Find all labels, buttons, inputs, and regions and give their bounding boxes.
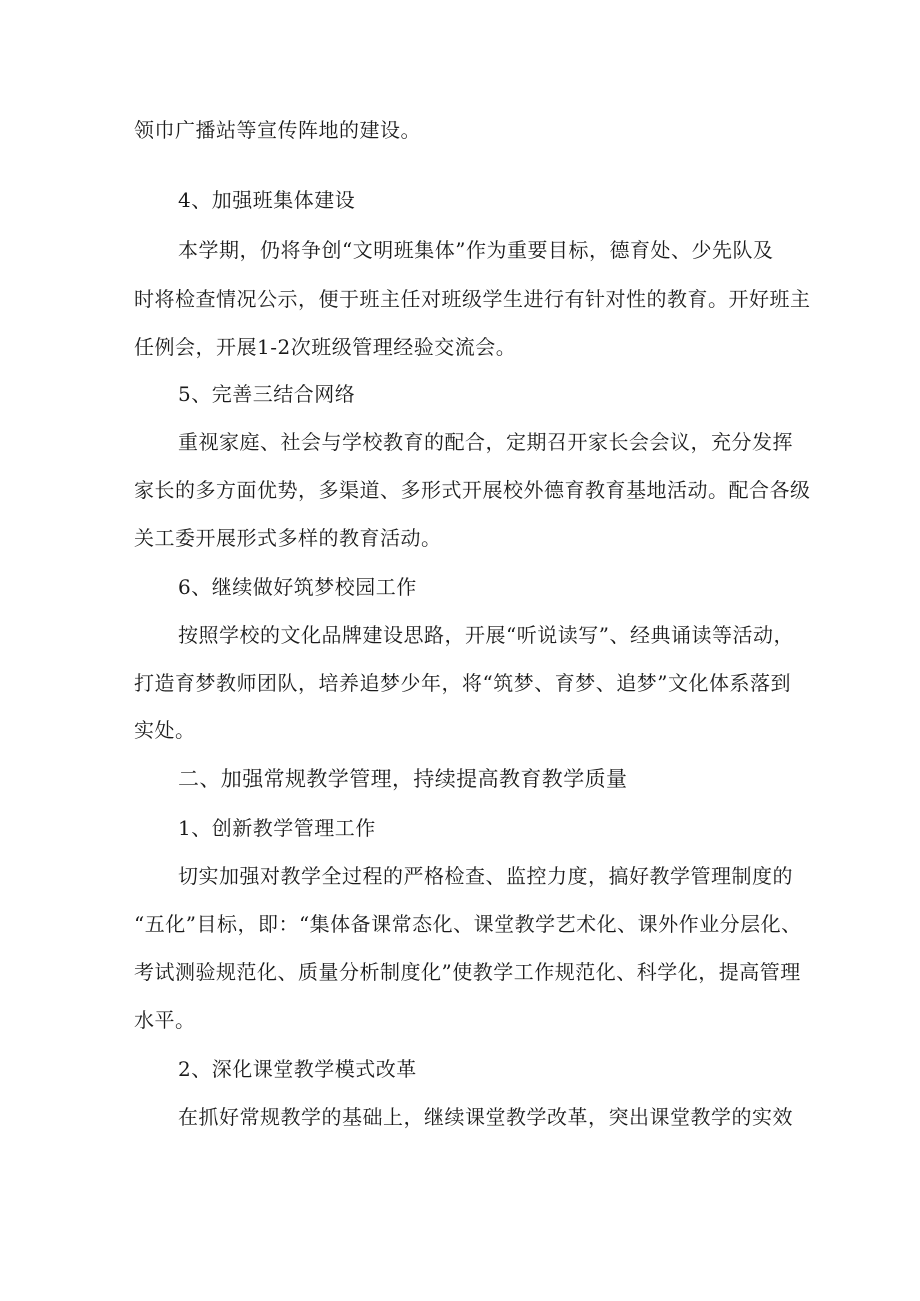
section-heading-2: 2、深化课堂教学模式改革 [178,1057,417,1081]
chapter-heading: 二、加强常规教学管理，持续提高教育教学质量 [178,767,628,791]
paragraph-line: 考试测验规范化、质量分析制度化”使教学工作规范化、科学化，提高管理 [134,960,801,984]
paragraph-line: 任例会，开展1-2次班级管理经验交流会。 [134,335,517,359]
paragraph-line: 实处。 [134,718,196,742]
paragraph-line: 在抓好常规教学的基础上，继续课堂教学改革，突出课堂教学的实效 [178,1105,793,1129]
paragraph-line: 重视家庭、社会与学校教育的配合，定期召开家长会会议，充分发挥 [178,430,793,454]
paragraph-line: 家长的多方面优势，多渠道、多形式开展校外德育教育基地活动。配合各级 [134,478,811,502]
paragraph-line: 本学期，仍将争创“文明班集体”作为重要目标，德育处、少先队及 [178,238,774,262]
paragraph-line: 按照学校的文化品牌建设思路，开展“听说读写”、经典诵读等活动， [178,623,794,647]
paragraph-line: “五化”目标，即：“集体备课常态化、课堂教学艺术化、课外作业分层化、 [134,912,802,936]
paragraph-line: 切实加强对教学全过程的严格检查、监控力度，搞好教学管理制度的 [178,864,793,888]
section-heading-6: 6、继续做好筑梦校园工作 [178,575,417,599]
paragraph-line: 关工委开展形式多样的教育活动。 [134,526,442,550]
section-heading-4: 4、加强班集体建设 [178,188,356,212]
paragraph-line: 领巾广播站等宣传阵地的建设。 [134,118,421,142]
section-heading-1: 1、创新教学管理工作 [178,816,376,840]
section-heading-5: 5、完善三结合网络 [178,382,356,406]
paragraph-line: 时将检查情况公示，便于班主任对班级学生进行有针对性的教育。开好班主 [134,287,811,311]
paragraph-line: 打造育梦教师团队，培养追梦少年，将“筑梦、育梦、追梦”文化体系落到 [134,671,791,695]
paragraph-line: 水平。 [134,1008,196,1032]
